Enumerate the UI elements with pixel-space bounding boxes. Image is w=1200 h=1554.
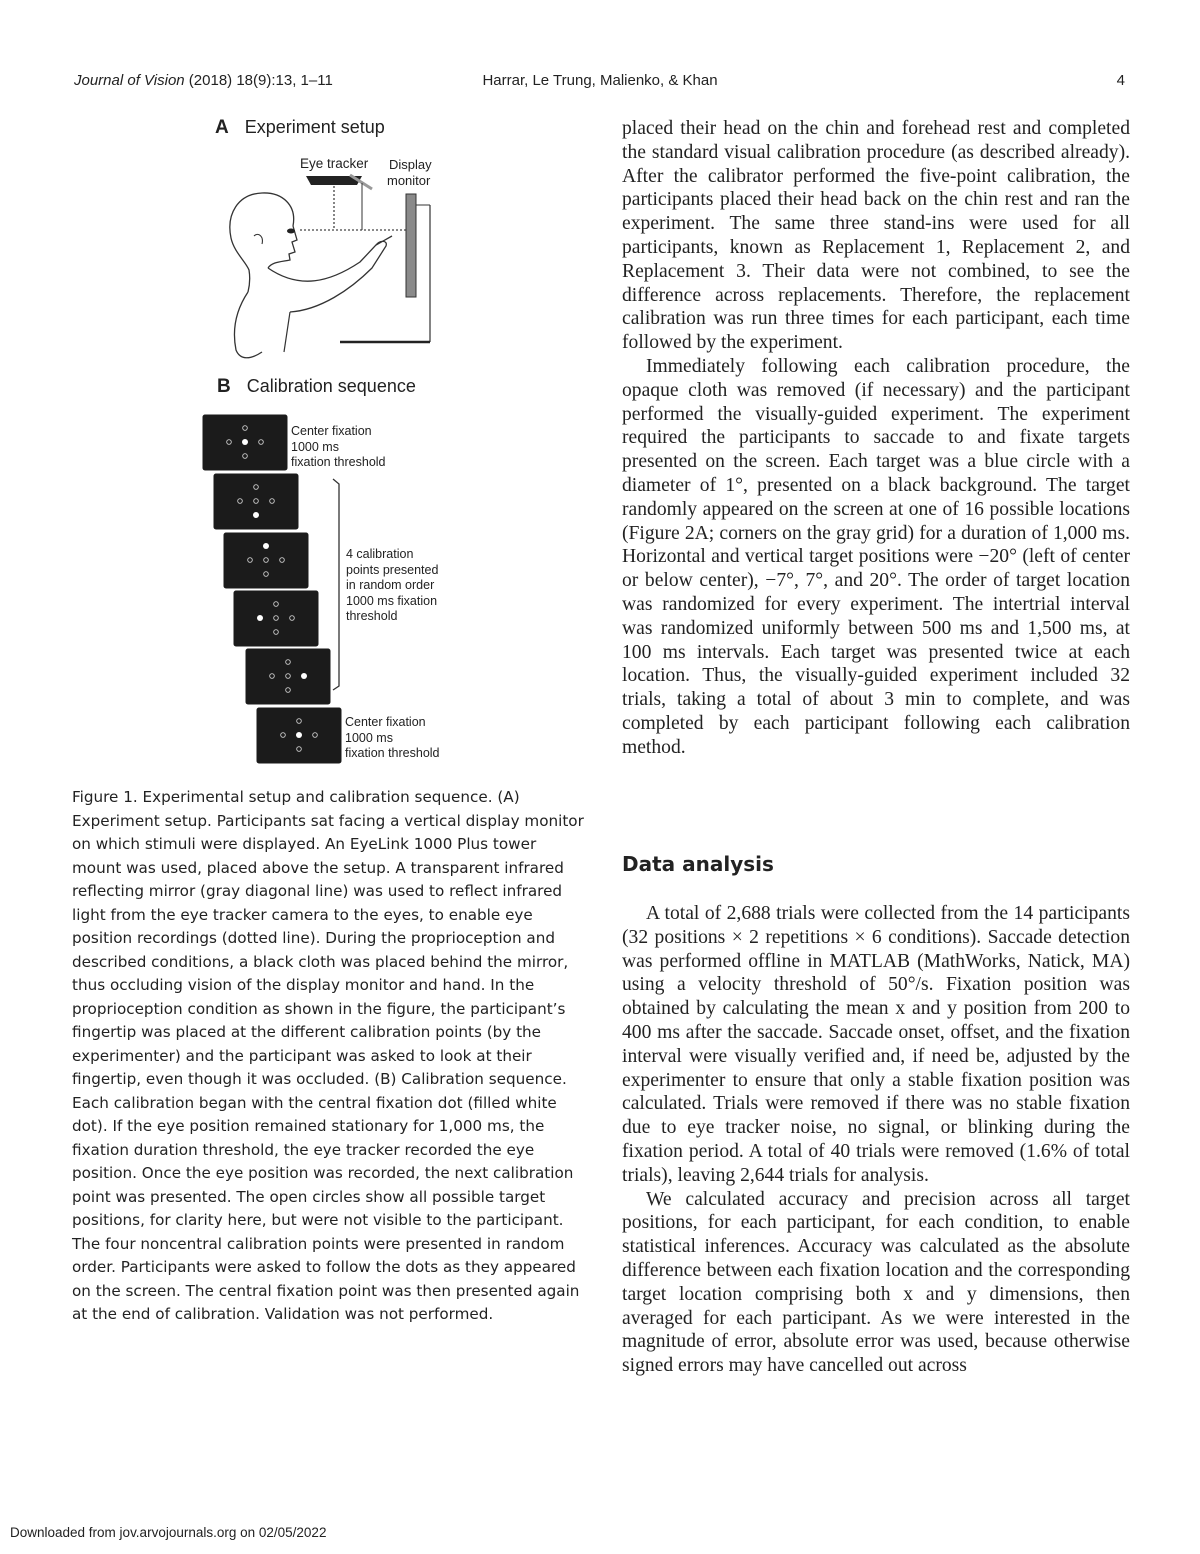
calibration-screen-4 [233,590,319,647]
filled-fixation-dot [253,512,259,518]
paragraph-2: Immediately following each calibration procedure, the opaque cloth was removed (if necessary) and the participant performed the visually-guided experiment. The experiment required the participants to saccade to and fixate targets presented on the screen. Each target was a blue circle with a diameter of 1°, presented on a black background. The target randomly appeared on the screen at one of 16 possible locations (Figure 2A; corners on the gray grid) for a duration of 1,000 ms. Horizontal and vertical target positions were −20° (left of center or below center), −7°, 7°, and 20°. The order of target location was randomized for every experiment. The intertrial interval was randomized uniformly between 500 ms and 1,500 ms, at 100 ms intervals. Each target was presented twice at each location. Thus, the visually-guided experiment included 32 trials, taking a total of about 3 min to complete, and was completed by each participant following each calibration method. [622,355,1130,758]
filled-fixation-dot [263,543,269,549]
label-mid-line-1: 4 calibration [346,547,414,561]
running-header-authors: Harrar, Le Trung, Malienko, & Khan [482,72,718,89]
panel-b-letter: B [217,376,231,397]
body-text-bottom [622,902,1130,1378]
journal-name: Journal of Vision [74,72,185,89]
calibration-screen-3 [223,532,309,589]
label-bottom-line-3: fixation threshold [345,746,440,760]
label-top-line-1: Center fixation [291,424,372,438]
page-number: 4 [1116,72,1125,89]
filled-fixation-dot [242,439,248,445]
download-footer: Downloaded from jov.arvojournals.org on 02/05/2022 [10,1525,327,1540]
label-bottom-line-2: 1000 ms [345,730,393,745]
calibration-screen-2 [213,473,299,530]
filled-fixation-dot [257,615,263,621]
calibration-screen-5 [245,648,331,705]
label-top-line-2: 1000 ms [291,439,339,454]
filled-fixation-dot [301,673,307,679]
label-calibration-points [346,547,438,625]
label-top-line-3: fixation threshold [291,455,386,469]
label-center-fixation-top [291,424,386,471]
paragraph-1: placed their head on the chin and forehead rest and completed the standard visual calibration procedure (as described already). After the calibrator performed the five-point calibration, the participants placed their head back on the chin rest and ran the experiment. The same three stand-ins were used for all participants, known as Replacement 1, Replacement 2, and Replacement 3. Their data were not combined, to see the difference across replacements. Therefore, the replacement calibration was run three times for each participant, each time followed by the experiment. [622,118,1130,354]
label-mid-line-2: points presented [346,562,439,577]
body-text-top [622,117,1130,760]
label-mid-line-5: threshold [346,609,398,623]
section-title: Data analysis [622,852,774,876]
label-mid-line-3: in random order [346,578,435,592]
paragraph-3: A total of 2,688 trials were collected from the 14 participants (32 positions × 2 repetitions × 6 conditions). Saccade detection was performed offline in MATLAB (MathWorks, Natick, MA) using a velocity threshold of 50°/s. Fixation position was obtained by calculating the mean x and y position from 200 to 400 ms after the saccade. Saccade onset, offset, and the fixation interval were visually verified and, if need be, adjusted by the experimenter to ensure that only a stable fixation position was calculated. Trials were removed if there was no stable fixation due to eye tracker noise, no signal, or blinking during the fixation period. A total of 40 trials were removed (1.6% of total trials), leaving 2,644 trials for analysis. [622,903,1130,1186]
label-bottom-line-1: Center fixation [345,715,426,729]
figure-caption: Figure 1. Experimental setup and calibration sequence. (A) Experiment setup. Participants sat facing a vertical display monitor on which stimuli were displayed. An EyeLink 1000 Plus tower mount was used, placed above the setup. A transparent infrared reflecting mirror (gray diagonal line) was used to reflect infrared light from the eye tracker camera to the eyes, to enable eye position recordings (dotted line). During the proprioception and described conditions, a black cloth was placed behind the mirror, thus occluding vision of the display monitor and hand. In the proprioception condition as shown in the figure, the participant’s fingertip was placed at the different calibration points (by the experimenter) and the participant was asked to look at their fingertip, even though it was occluded. (B) Calibration sequence. Each calibration began with the central fixation dot (filled white dot). If the eye position remained stationary for 1,000 ms, the fixation duration threshold, the eye tracker recorded the eye position. Once the eye position was recorded, the next calibration point was presented. The open circles show all possible target positions, for clarity here, but were not visible to the participant. The four noncentral calibration points were presented in random order. Participants were asked to follow the dots as they appeared on the screen. The central fixation point was then presented again at the end of calibration. Validation was not performed. [72,788,584,1323]
monitor-label: monitor [387,173,431,188]
panel-a-title: Experiment setup [244,117,385,137]
eye-tracker-label: Eye tracker [300,156,369,171]
paragraph-4: We calculated accuracy and precision across all target positions, for each participant, for each condition, to enable statistical inferences. Accuracy was calculated as the absolute difference between each fixation location and the corresponding target location comprising both x and y dimensions, then averaged for each participant. As we were interested in the magnitude of error, absolute error was used, because otherwise signed errors may have cancelled out across [622,1188,1130,1377]
panel-a-letter: A [215,117,229,138]
label-center-fixation-bottom [345,715,440,762]
sequence-bracket [333,479,339,690]
display-label: Display [389,157,432,172]
journal-citation: (2018) 18(9):13, 1–11 [188,72,333,89]
filled-fixation-dot [296,732,302,738]
label-mid-line-4: 1000 ms fixation [346,593,438,608]
panel-b-title: Calibration sequence [246,376,416,396]
